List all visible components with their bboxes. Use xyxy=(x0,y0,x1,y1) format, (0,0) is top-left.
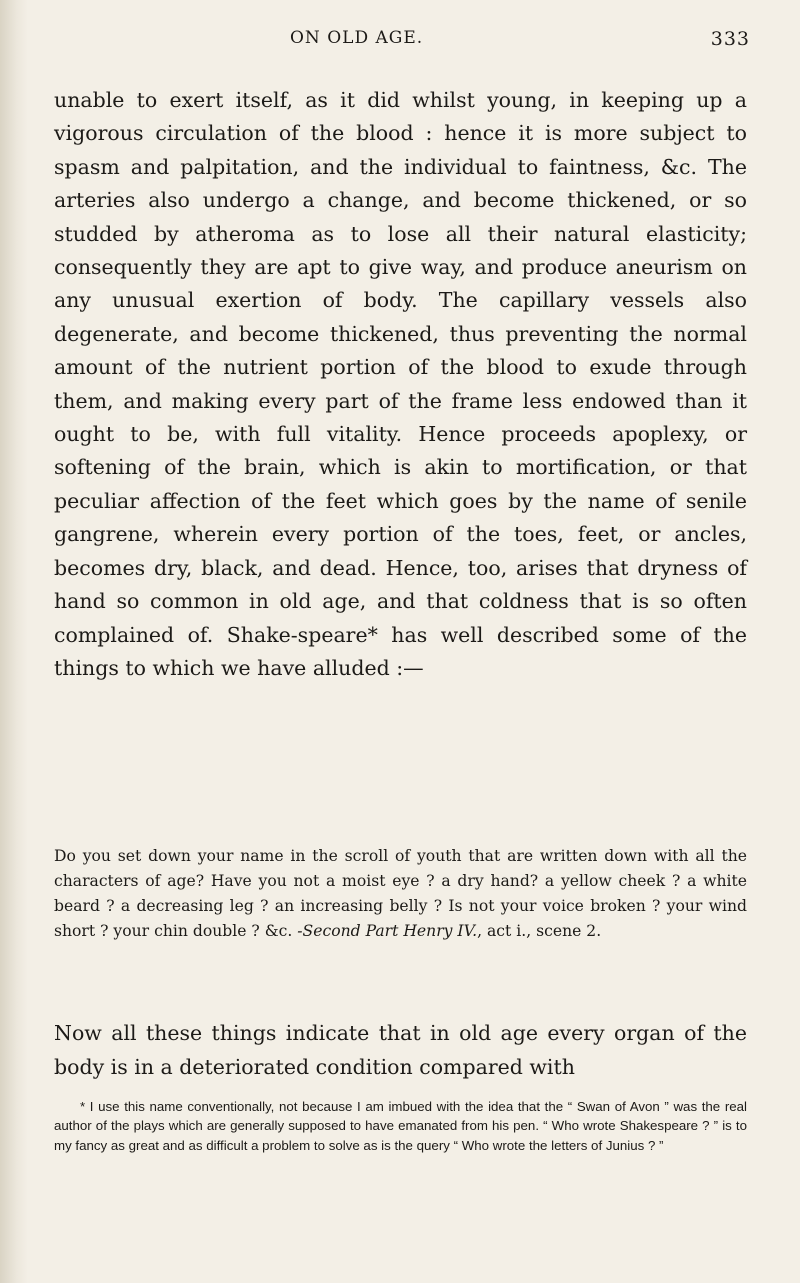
running-head xyxy=(250,28,750,50)
running-title: ON OLD AGE. xyxy=(290,28,424,48)
body-text xyxy=(54,84,747,685)
quotation-citation: , act i., scene 2. xyxy=(477,922,602,940)
paragraph-2: Now all these things indicate that in old age every organ of the body is in a deteriorated condition compared with xyxy=(54,1021,747,1079)
page-number: 333 xyxy=(710,28,750,50)
footnote: * I use this name conventionally, not because I am imbued with the idea that the “ Swan of Avon ” was the real author of the plays which are generally supposed to have emanated from his pen. “ Who wrote Shakespeare ? ” is to my fancy as great and as difficult a problem to solve as is the query “ Who wrote the letters of Junius ? ” xyxy=(54,1099,747,1153)
quotation-text: Do you set down your name in the scroll of youth that are written down with all the characters of age? Have you not a moist eye ? a dry hand? a yellow cheek ? a white beard ? a decreasing leg ? an increasing belly ? Is not your voice broken ? your wind short ? your chin double ? &c. xyxy=(54,847,747,940)
quotation-source: -Second Part Henry IV. xyxy=(297,922,478,940)
gutter-shadow xyxy=(0,0,28,1283)
paragraph-1: unable to exert itself, as it did whilst young, in keeping up a vigorous circulation of the blood : hence it is more subject to spasm and palpitation, and the individual to faintness, &c. The arteries also undergo a change, and become thickened, or so studded by atheroma as to lose all their natural elasticity; consequently they are apt to give way, and produce aneurism on any unusual exertion of body. The capillary vessels also degenerate, and become thickened, thus preventing the normal amount of the nutrient portion of the blood to exude through them, and making every part of the frame less endowed than it ought to be, with full vitality. Hence proceeds apoplexy, or softening of the brain, which is akin to mortification, or that peculiar affection of the feet which goes by the name of senile gangrene, wherein every portion of the toes, feet, or ancles, becomes dry, black, and dead. Hence, too, arises that dryness of hand so common in old age, and that coldness that is so often complained of. Shake-speare* has well described some of the things to which we have alluded :— xyxy=(54,88,747,680)
block-quotation xyxy=(54,844,747,944)
